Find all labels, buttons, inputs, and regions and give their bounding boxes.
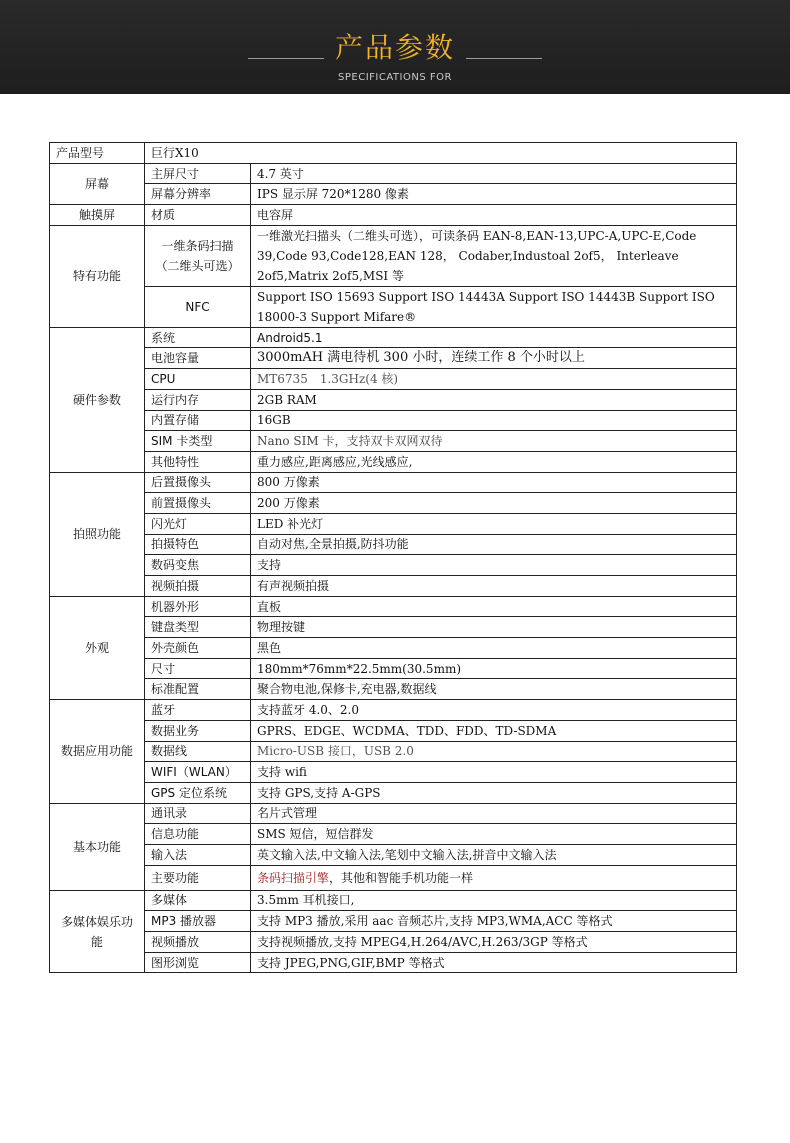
table-row [50, 865, 737, 890]
table-row [50, 679, 737, 700]
spec-name: 系统 [145, 327, 251, 348]
spec-name: 标准配置 [145, 679, 251, 700]
spec-name: 输入法 [145, 844, 251, 865]
highlight-text: 条码扫描引擎 [257, 870, 330, 885]
table-row [50, 493, 737, 514]
spec-value: 支持视频播放,支持 MPEG4,H.264/AVC,H.263/3GP 等格式 [251, 932, 737, 953]
category-cell: 数据应用功能 [50, 700, 145, 803]
table-row [50, 205, 737, 226]
table-row [50, 700, 737, 721]
spec-value-rest: ，其他和智能手机功能一样 [329, 870, 474, 885]
table-row [50, 163, 737, 184]
spec-name: 主屏尺寸 [145, 163, 251, 184]
spec-value: 支持 [251, 555, 737, 576]
spec-value: LED 补光灯 [251, 513, 737, 534]
spec-value: 4.7 英寸 [251, 163, 737, 184]
spec-value: 巨行X10 [145, 143, 737, 164]
table-row [50, 348, 737, 369]
spec-name: 通讯录 [145, 803, 251, 824]
spec-name: 多媒体 [145, 890, 251, 911]
table-row [50, 911, 737, 932]
spec-name: 机器外形 [145, 596, 251, 617]
spec-value: 有声视频拍摄 [251, 576, 737, 597]
category-cell: 特有功能 [50, 225, 145, 327]
spec-name: 运行内存 [145, 389, 251, 410]
category-cell: 多媒体娱乐功能 [50, 890, 145, 973]
header-banner [0, 0, 790, 94]
spec-name: 一维条码扫描（二维头可选） [145, 225, 251, 286]
page-title: 产品参数 [334, 31, 455, 64]
spec-value [251, 865, 737, 890]
spec-name: 屏幕分辨率 [145, 184, 251, 205]
table-row [50, 534, 737, 555]
spec-name: CPU [145, 369, 251, 390]
spec-name: 拍摄特色 [145, 534, 251, 555]
table-row [50, 225, 737, 286]
spec-name: 电池容量 [145, 348, 251, 369]
category-cell: 基本功能 [50, 803, 145, 890]
spec-value: MT6735 1.3GHz(4 核) [251, 369, 737, 390]
spec-value: 自动对焦,全景拍摄,防抖功能 [251, 534, 737, 555]
spec-value: 直板 [251, 596, 737, 617]
table-row [50, 803, 737, 824]
spec-value: Support ISO 15693 Support ISO 14443A Support ISO 14443B Support ISO 18000-3 Support Mifare® [251, 286, 737, 327]
category-cell: 屏幕 [50, 163, 145, 204]
spec-value: Micro-USB 接口，USB 2.0 [251, 741, 737, 762]
spec-name: NFC [145, 286, 251, 327]
spec-value: 英文输入法,中文输入法,笔划中文输入法,拼音中文输入法 [251, 844, 737, 865]
table-row [50, 844, 737, 865]
spec-value: 支持 JPEG,PNG,GIF,BMP 等格式 [251, 952, 737, 973]
spec-value: 3000mAH 满电待机 300 小时，连续工作 8 个小时以上 [251, 348, 737, 369]
table-row [50, 932, 737, 953]
table-row [50, 286, 737, 327]
spec-name: 主要功能 [145, 865, 251, 890]
table-row [50, 431, 737, 452]
spec-value: 支持 GPS,支持 A-GPS [251, 782, 737, 803]
spec-value: 3.5mm 耳机接口, [251, 890, 737, 911]
page-subtitle: SPECIFICATIONS FOR [338, 72, 452, 83]
table-row [50, 762, 737, 783]
spec-name: 数码变焦 [145, 555, 251, 576]
spec-value: 聚合物电池,保修卡,充电器,数据线 [251, 679, 737, 700]
table-row [50, 513, 737, 534]
spec-value: SMS 短信，短信群发 [251, 824, 737, 845]
title-divider-right [466, 58, 542, 59]
spec-label: 产品型号 [50, 143, 145, 164]
table-row [50, 890, 737, 911]
category-cell: 硬件参数 [50, 327, 145, 472]
spec-name: 外壳颜色 [145, 638, 251, 659]
table-row [50, 782, 737, 803]
table-row [50, 658, 737, 679]
spec-value: 支持 wifi [251, 762, 737, 783]
spec-value: 200 万像素 [251, 493, 737, 514]
spec-value: Nano SIM 卡，支持双卡双网双待 [251, 431, 737, 452]
table-row [50, 389, 737, 410]
table-row [50, 638, 737, 659]
spec-value: 黑色 [251, 638, 737, 659]
spec-value: 支持 MP3 播放,采用 aac 音频芯片,支持 MP3,WMA,ACC 等格式 [251, 911, 737, 932]
table-row [50, 327, 737, 348]
spec-value: 物理按键 [251, 617, 737, 638]
table-row [50, 952, 737, 973]
spec-value: 一维激光扫描头（二维头可选），可读条码 EAN-8,EAN-13,UPC-A,UPC-E,Code 39,Code 93,Code128,EAN 128， Codaber,Industoal 2of5， Interleave 2of5,Matrix 2of5,MSI 等 [251, 225, 737, 286]
table-row [50, 824, 737, 845]
spec-name: MP3 播放器 [145, 911, 251, 932]
category-cell: 外观 [50, 596, 145, 699]
spec-value: 电容屏 [251, 205, 737, 226]
table-row [50, 617, 737, 638]
table-row [50, 741, 737, 762]
spec-name: 尺寸 [145, 658, 251, 679]
table-row [50, 451, 737, 472]
table-row [50, 720, 737, 741]
table-row [50, 576, 737, 597]
table-row [50, 369, 737, 390]
spec-value: 180mm*76mm*22.5mm(30.5mm) [251, 658, 737, 679]
spec-name: 数据线 [145, 741, 251, 762]
spec-name: 图形浏览 [145, 952, 251, 973]
table-row [50, 596, 737, 617]
spec-value: IPS 显示屏 720*1280 像素 [251, 184, 737, 205]
spec-value: 支持蓝牙 4.0、2.0 [251, 700, 737, 721]
category-cell: 触摸屏 [50, 205, 145, 226]
spec-name: 内置存储 [145, 410, 251, 431]
spec-name: WIFI（WLAN） [145, 762, 251, 783]
spec-name: SIM 卡类型 [145, 431, 251, 452]
spec-value: 2GB RAM [251, 389, 737, 410]
spec-name: 后置摄像头 [145, 472, 251, 493]
spec-name: 视频播放 [145, 932, 251, 953]
spec-value: 重力感应,距离感应,光线感应, [251, 451, 737, 472]
spec-table [49, 142, 737, 973]
spec-value: Android5.1 [251, 327, 737, 348]
spec-value: 名片式管理 [251, 803, 737, 824]
spec-name: 前置摄像头 [145, 493, 251, 514]
spec-name: GPS 定位系统 [145, 782, 251, 803]
spec-value: 800 万像素 [251, 472, 737, 493]
spec-name: 信息功能 [145, 824, 251, 845]
spec-name: 数据业务 [145, 720, 251, 741]
spec-name: 其他特性 [145, 451, 251, 472]
spec-name: 闪光灯 [145, 513, 251, 534]
table-row [50, 472, 737, 493]
spec-name: 键盘类型 [145, 617, 251, 638]
spec-value: GPRS、EDGE、WCDMA、TDD、FDD、TD-SDMA [251, 720, 737, 741]
spec-name: 蓝牙 [145, 700, 251, 721]
spec-name: 视频拍摄 [145, 576, 251, 597]
table-row [50, 410, 737, 431]
spec-name: 材质 [145, 205, 251, 226]
table-row [50, 555, 737, 576]
spec-value: 16GB [251, 410, 737, 431]
category-cell: 拍照功能 [50, 472, 145, 596]
table-row [50, 143, 737, 164]
table-row [50, 184, 737, 205]
